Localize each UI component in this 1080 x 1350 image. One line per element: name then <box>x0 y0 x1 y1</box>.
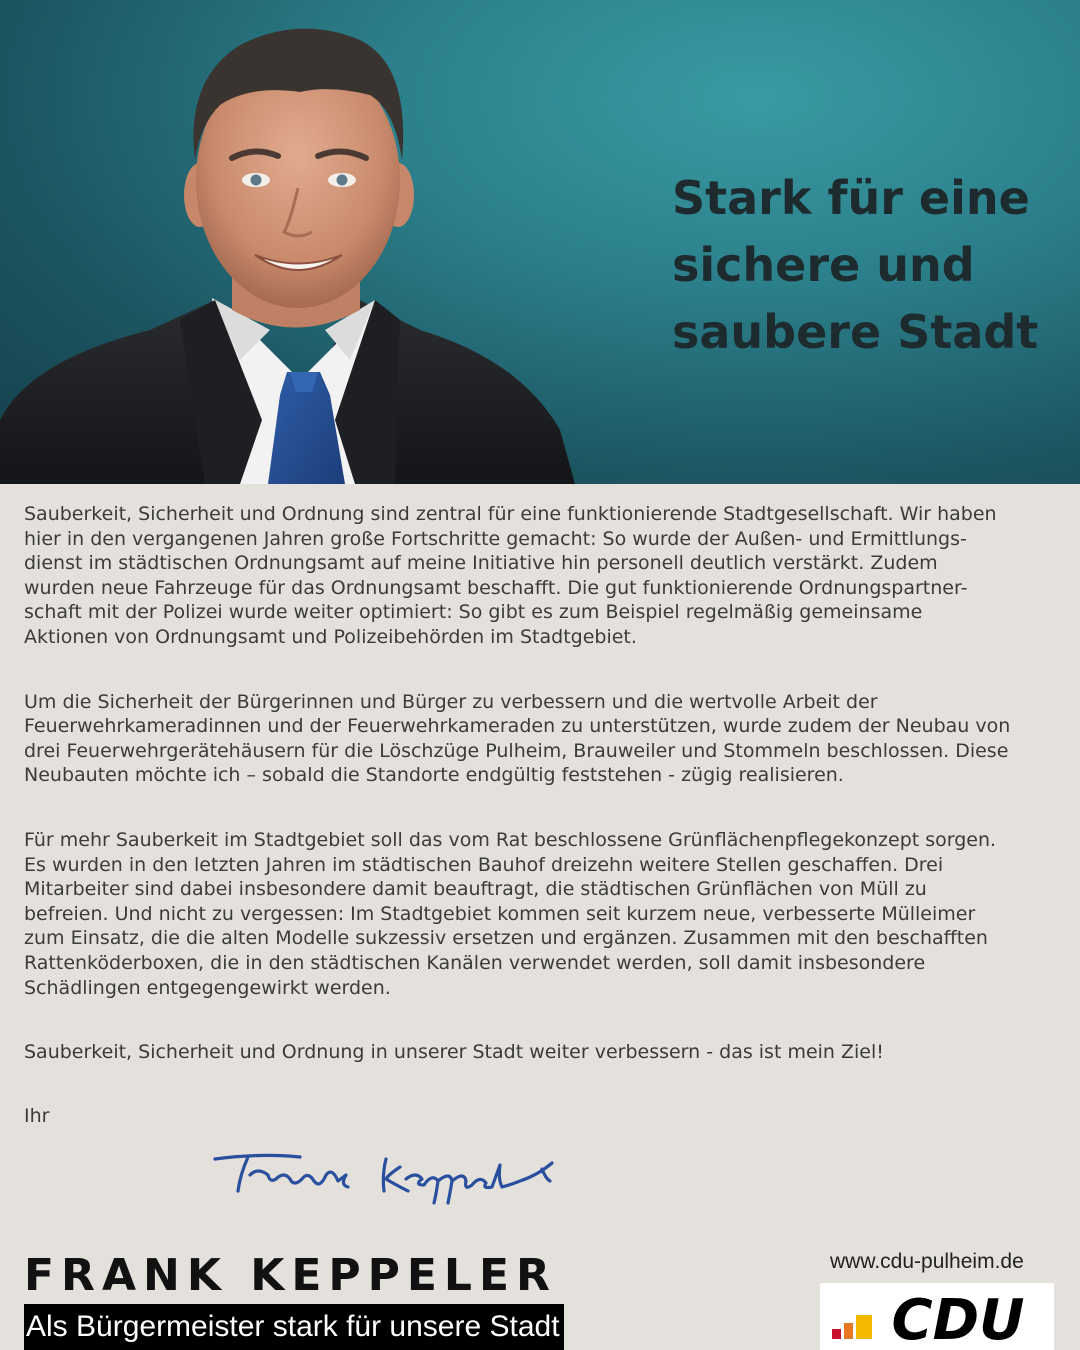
text-line: drei Feuerwehrgerätehäusern für die Löschzüge Pulheim, Brauweiler und Stommeln beschlossen. Diese <box>24 739 1009 762</box>
headline-line-3: saubere Stadt <box>672 305 1039 359</box>
candidate-portrait <box>0 0 600 484</box>
cdu-logo-text: CDU <box>891 1288 1025 1350</box>
text-line: Mitarbeiter sind dabei insbesondere damit beauftragt, die städtischen Grünflächen von Müll zu <box>24 878 927 901</box>
greeting: Ihr <box>24 1105 50 1127</box>
text-line: Rattenköderboxen, die in den städtischen Kanälen verwendet werden, soll damit insbesondere <box>24 951 926 974</box>
cdu-logo <box>820 1283 1054 1350</box>
text-line: Schädlingen entgegengewirkt werden. <box>24 976 391 999</box>
candidate-name: FRANK KEPPELER <box>24 1250 557 1301</box>
website-link[interactable]: www.cdu-pulheim.de <box>830 1250 1024 1273</box>
text-line: wurden neue Fahrzeuge für das Ordnungsamt beschafft. Die gut funktionierende Ordnungspartner- <box>24 576 968 599</box>
text-line: befreien. Und nicht zu vergessen: Im Stadtgebiet kommen seit kurzem neue, verbesserte Mülleimer <box>24 902 976 925</box>
text-line: hier in den vergangenen Jahren große Fortschritte gemacht: So wurde der Außen- und Ermittlungs- <box>24 527 967 550</box>
paragraph-1 <box>24 502 1060 650</box>
headline <box>672 165 1062 366</box>
paragraph-3 <box>24 828 1060 1000</box>
text-line: schaft mit der Polizei wurde weiter optimiert: So gibt es zum Beispiel regelmäßig gemeinsame <box>24 601 923 624</box>
text-line: Neubauten möchte ich – sobald die Standorte endgültig feststehen - zügig realisieren. <box>24 764 844 787</box>
campaign-tagline: Als Bürgermeister stark für unsere Stadt <box>24 1304 564 1350</box>
headline-line-2: sichere und <box>672 238 975 292</box>
closing-sentence: Sauberkeit, Sicherheit und Ordnung in unserer Stadt weiter verbessern - das ist mein Ziel! <box>24 1041 884 1063</box>
letter-body <box>24 502 1060 1040</box>
text-line: Um die Sicherheit der Bürgerinnen und Bürger zu verbessern und die wertvolle Arbeit der <box>24 690 878 713</box>
text-line: zum Einsatz, die die alten Modelle sukzessiv ersetzen und ergänzen. Zusammen mit den beschafften <box>24 927 988 950</box>
text-line: Feuerwehrkameradinnen und der Feuerwehrkameraden zu unterstützen, wurde zudem der Neubau von <box>24 715 1011 738</box>
text-line: Für mehr Sauberkeit im Stadtgebiet soll das vom Rat beschlossene Grünflächenpflegekonzept sorgen. <box>24 828 997 851</box>
text-line: Es wurden in den letzten Jahren im städtischen Bauhof dreizehn weitere Stellen geschaffen. Drei <box>24 853 944 876</box>
handwritten-signature <box>210 1145 570 1215</box>
text-line: Aktionen von Ordnungsamt und Polizeibehörden im Stadtgebiet. <box>24 625 637 648</box>
paragraph-2 <box>24 690 1060 788</box>
text-line: Sauberkeit, Sicherheit und Ordnung sind zentral für eine funktionierende Stadtgesellschaft. Wir haben <box>24 503 997 525</box>
text-line: dienst im städtischen Ordnungsamt auf meine Initiative hin personell deutlich verstärkt. Zudem <box>24 552 938 575</box>
headline-line-1: Stark für eine <box>672 171 1030 225</box>
hero-banner <box>0 0 1080 484</box>
